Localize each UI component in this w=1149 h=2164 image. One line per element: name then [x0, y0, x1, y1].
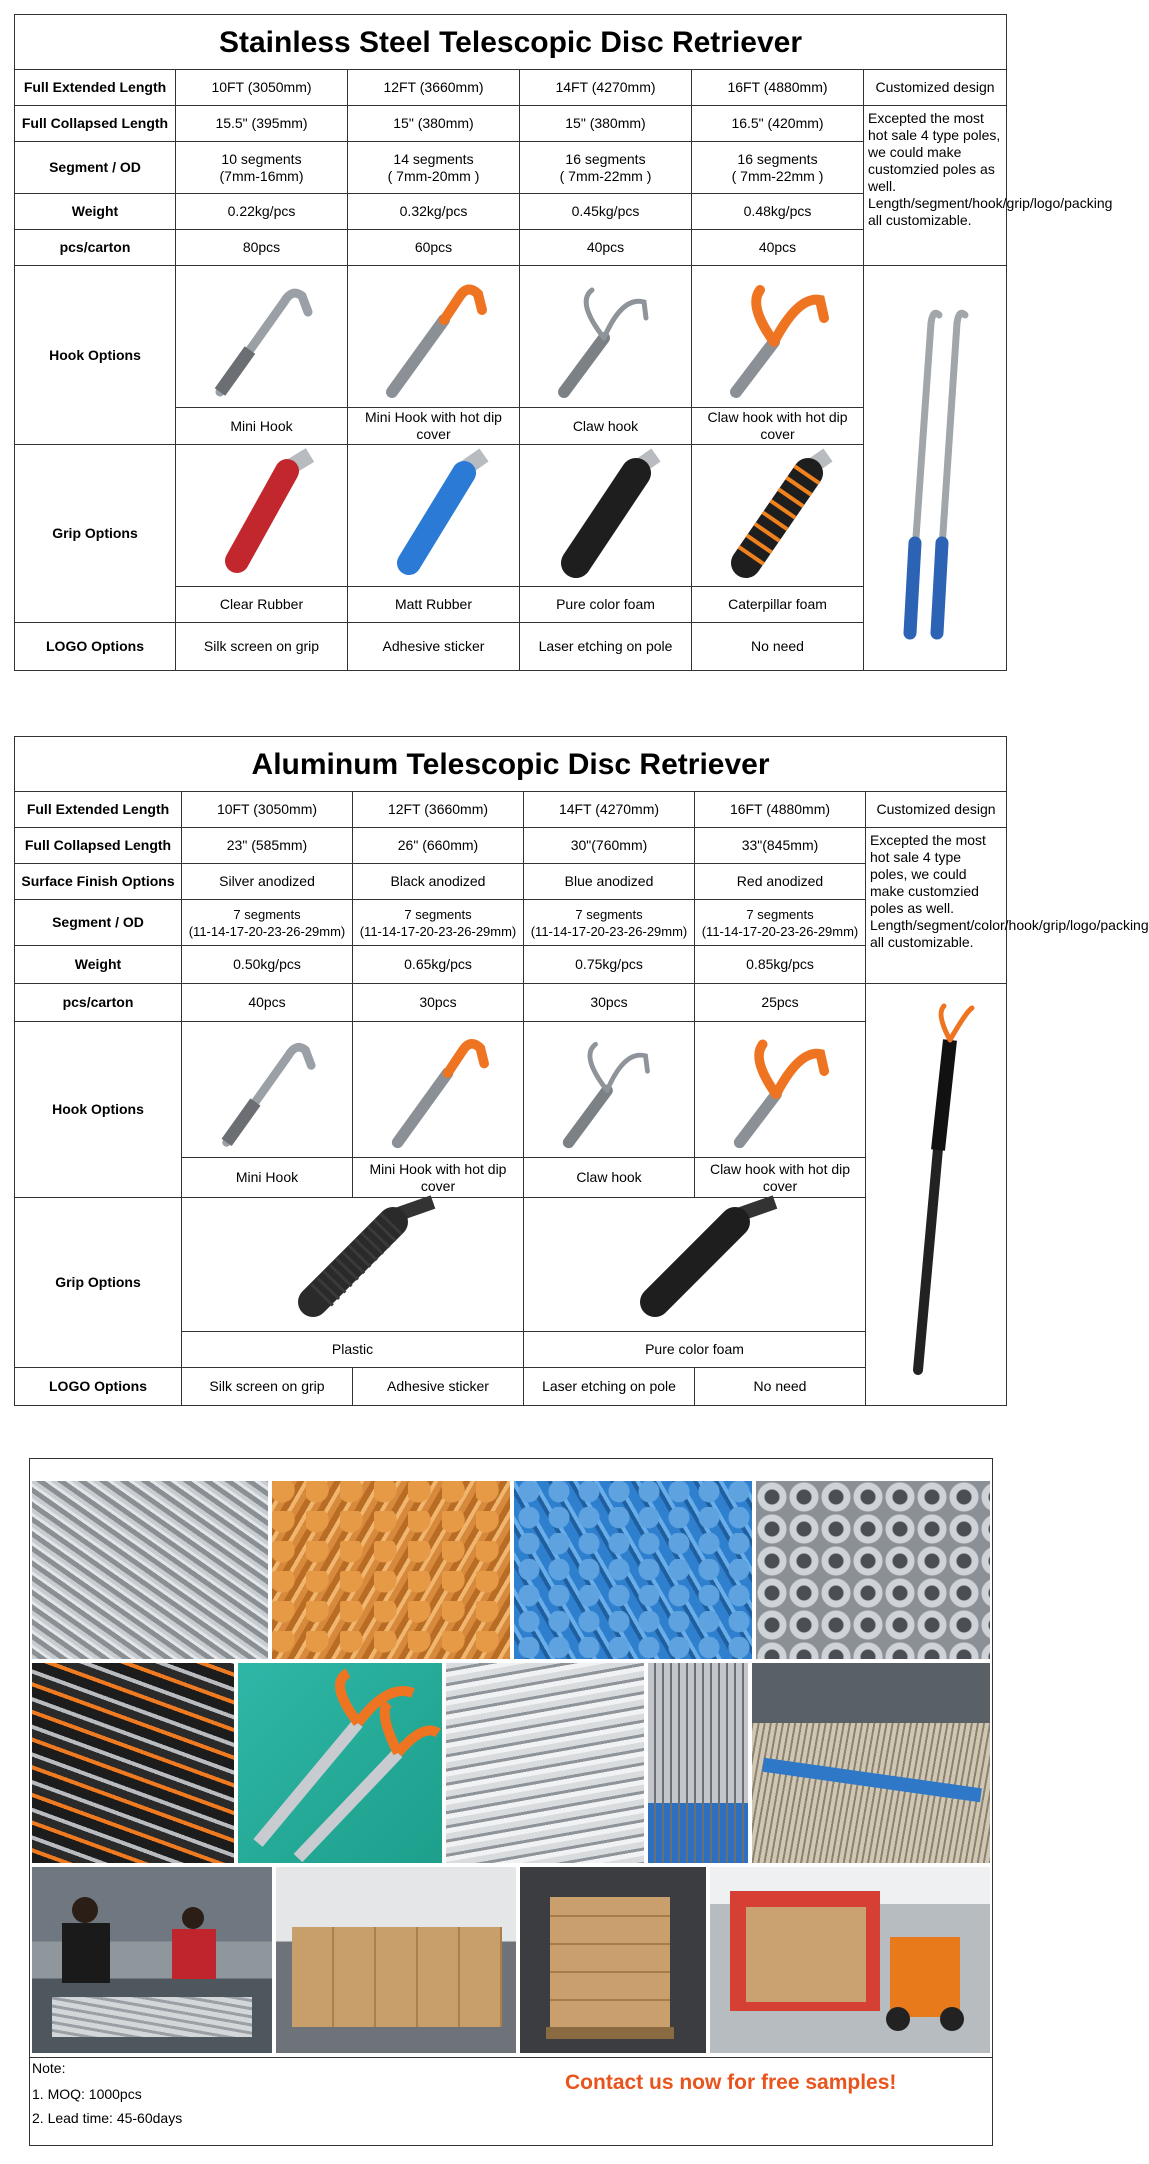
- hook-caption: Claw hook: [524, 1158, 695, 1198]
- hook-caption: Mini Hook: [176, 408, 348, 445]
- grip-caption: Caterpillar foam: [692, 587, 864, 623]
- cell: 30pcs: [353, 984, 524, 1022]
- segment-od: ( 7mm-20mm ): [387, 167, 480, 184]
- cell: Silver anodized: [182, 864, 353, 900]
- cell: [692, 142, 864, 194]
- customized-design-label: Customized design: [864, 70, 1007, 106]
- segment-od: (11-14-17-20-23-26-29mm): [188, 923, 346, 939]
- row-label-extended: Full Extended Length: [15, 70, 176, 106]
- hook-caption: Mini Hook: [182, 1158, 353, 1198]
- cell: 0.45kg/pcs: [520, 194, 692, 230]
- hook-caption: Mini Hook with hot dip cover: [353, 1158, 524, 1198]
- cell: 26" (660mm): [353, 828, 524, 864]
- cell: 40pcs: [692, 230, 864, 266]
- alu-title: Aluminum Telescopic Disc Retriever: [15, 737, 1007, 792]
- segment-count: 16 segments: [737, 150, 818, 167]
- row-label-hook: Hook Options: [15, 266, 176, 445]
- hook-caption: Claw hook: [520, 408, 692, 445]
- segment-count: 7 segments: [233, 906, 301, 922]
- cell: No need: [695, 1368, 866, 1406]
- cell: 10FT (3050mm): [176, 70, 348, 106]
- segment-od: (7mm-16mm): [219, 167, 304, 184]
- steel-spec-table: [14, 14, 1113, 671]
- cell: 16FT (4880mm): [692, 70, 864, 106]
- row-label-collapsed: Full Collapsed Length: [15, 828, 182, 864]
- grip-caption: Pure color foam: [520, 587, 692, 623]
- orange-hooks-pile-photo: [272, 1481, 510, 1659]
- segment-od: ( 7mm-22mm ): [731, 167, 824, 184]
- cell: [348, 142, 520, 194]
- hook-caption: Claw hook with hot dip cover: [695, 1158, 866, 1198]
- factory-photo-collage: [29, 1458, 993, 2146]
- segment-od: (11-14-17-20-23-26-29mm): [530, 923, 688, 939]
- cell: 16.5" (420mm): [692, 106, 864, 142]
- customized-design-label: Customized design: [866, 792, 1007, 828]
- cell: 25pcs: [695, 984, 866, 1022]
- cell: [695, 900, 866, 946]
- row-label-logo: LOGO Options: [15, 1368, 182, 1406]
- cell: 0.48kg/pcs: [692, 194, 864, 230]
- row-label-segment: Segment / OD: [15, 142, 176, 194]
- note-lead-time: 2. Lead time: 45-60days: [32, 2110, 183, 2126]
- claw-hook-image: [524, 1022, 695, 1158]
- row-label-carton: pcs/carton: [15, 984, 182, 1022]
- telescopic-poles-rack-photo: [446, 1663, 644, 1863]
- note-moq: 1. MOQ: 1000pcs: [32, 2086, 142, 2102]
- segment-count: 14 segments: [393, 150, 474, 167]
- orange-claw-hooks-photo: [238, 1663, 442, 1863]
- pure-foam-grip-image: [520, 445, 692, 587]
- cell: Silk screen on grip: [176, 623, 348, 671]
- cell: Blue anodized: [524, 864, 695, 900]
- row-label-logo: LOGO Options: [15, 623, 176, 671]
- cell: [176, 142, 348, 194]
- pallet-cartons-photo: [520, 1867, 706, 2053]
- cell: Laser etching on pole: [524, 1368, 695, 1406]
- cell: [520, 142, 692, 194]
- contact-cta[interactable]: Contact us now for free samples!: [565, 2071, 897, 2094]
- cell: Red anodized: [695, 864, 866, 900]
- grip-caption: Matt Rubber: [348, 587, 520, 623]
- cell: 0.22kg/pcs: [176, 194, 348, 230]
- blue-grips-pile-photo: [514, 1481, 752, 1659]
- cell: 30pcs: [524, 984, 695, 1022]
- claw-hook-image: [520, 266, 692, 408]
- cell: 14FT (4270mm): [520, 70, 692, 106]
- segment-count: 7 segments: [404, 906, 472, 922]
- matt-rubber-grip-image: [348, 445, 520, 587]
- cell: Adhesive sticker: [348, 623, 520, 671]
- clear-rubber-grip-image: [176, 445, 348, 587]
- hook-caption: Mini Hook with hot dip cover: [348, 408, 520, 445]
- cell: 15.5" (395mm): [176, 106, 348, 142]
- cell: 80pcs: [176, 230, 348, 266]
- grip-caption: Pure color foam: [524, 1332, 866, 1368]
- steel-pole-image: [864, 266, 1007, 671]
- cell: 40pcs: [520, 230, 692, 266]
- cell: 40pcs: [182, 984, 353, 1022]
- row-label-collapsed: Full Collapsed Length: [15, 106, 176, 142]
- mini-hook-cover-image: [353, 1022, 524, 1158]
- cell: [182, 900, 353, 946]
- cell: Black anodized: [353, 864, 524, 900]
- cell: 12FT (3660mm): [353, 792, 524, 828]
- segment-od: (11-14-17-20-23-26-29mm): [701, 923, 859, 939]
- cell: 0.85kg/pcs: [695, 946, 866, 984]
- steel-hooks-pile-photo: [32, 1481, 268, 1659]
- grip-caption: Plastic: [182, 1332, 524, 1368]
- row-label-extended: Full Extended Length: [15, 792, 182, 828]
- cell: 33"(845mm): [695, 828, 866, 864]
- cell: Adhesive sticker: [353, 1368, 524, 1406]
- segment-count: 7 segments: [746, 906, 814, 922]
- plastic-grip-image: [182, 1198, 524, 1332]
- alu-spec-table: [14, 736, 1149, 1406]
- blue-grip-poles-photo: [648, 1663, 748, 1863]
- note-divider: [30, 2057, 992, 2058]
- cell: [524, 900, 695, 946]
- cell: 0.75kg/pcs: [524, 946, 695, 984]
- claw-hook-cover-image: [695, 1022, 866, 1158]
- mini-hook-image: [182, 1022, 353, 1158]
- cell: 15" (380mm): [348, 106, 520, 142]
- mini-hook-cover-image: [348, 266, 520, 408]
- steel-title: Stainless Steel Telescopic Disc Retriever: [15, 15, 1007, 70]
- claw-hook-cover-image: [692, 266, 864, 408]
- row-label-segment: Segment / OD: [15, 900, 182, 946]
- cell: 16FT (4880mm): [695, 792, 866, 828]
- note-title: Note:: [32, 2060, 66, 2076]
- row-label-weight: Weight: [15, 194, 176, 230]
- custom-description: Excepted the most hot sale 4 type poles, we could make customzied poles as well. Length/segment/color/hook/grip/logo/packing all customizable.: [866, 828, 1007, 984]
- truck-loading-photo: [710, 1867, 990, 2053]
- pure-foam-grip-image: [524, 1198, 866, 1332]
- poles-bundle-photo: [752, 1663, 990, 1863]
- foam-grips-assembly-photo: [32, 1663, 234, 1863]
- row-label-carton: pcs/carton: [15, 230, 176, 266]
- hook-caption: Claw hook with hot dip cover: [692, 408, 864, 445]
- cell: Laser etching on pole: [520, 623, 692, 671]
- cell: Silk screen on grip: [182, 1368, 353, 1406]
- segment-od: (11-14-17-20-23-26-29mm): [359, 923, 517, 939]
- factory-workers-photo: [32, 1867, 272, 2053]
- segment-count: 10 segments: [221, 150, 302, 167]
- cell: No need: [692, 623, 864, 671]
- cell: 23" (585mm): [182, 828, 353, 864]
- alu-pole-image: [866, 984, 1007, 1406]
- cell: 15" (380mm): [520, 106, 692, 142]
- grip-caption: Clear Rubber: [176, 587, 348, 623]
- cell: 60pcs: [348, 230, 520, 266]
- cell: 0.65kg/pcs: [353, 946, 524, 984]
- segment-od: ( 7mm-22mm ): [559, 167, 652, 184]
- cell: 0.32kg/pcs: [348, 194, 520, 230]
- warehouse-cartons-photo: [276, 1867, 516, 2053]
- cell: 10FT (3050mm): [182, 792, 353, 828]
- segment-count: 7 segments: [575, 906, 643, 922]
- row-label-hook: Hook Options: [15, 1022, 182, 1198]
- segment-count: 16 segments: [565, 150, 646, 167]
- cell: [353, 900, 524, 946]
- cell: 30"(760mm): [524, 828, 695, 864]
- row-label-grip: Grip Options: [15, 1198, 182, 1368]
- row-label-weight: Weight: [15, 946, 182, 984]
- cell: 0.50kg/pcs: [182, 946, 353, 984]
- row-label-grip: Grip Options: [15, 445, 176, 623]
- cell: 12FT (3660mm): [348, 70, 520, 106]
- cell: 14FT (4270mm): [524, 792, 695, 828]
- custom-description: Excepted the most hot sale 4 type poles, we could make customzied poles as well. Length/segment/hook/grip/logo/packing all customizable.: [864, 106, 1007, 266]
- caterpillar-foam-grip-image: [692, 445, 864, 587]
- steel-tubes-stack-photo: [756, 1481, 990, 1659]
- mini-hook-image: [176, 266, 348, 408]
- row-label-finish: Surface Finish Options: [15, 864, 182, 900]
